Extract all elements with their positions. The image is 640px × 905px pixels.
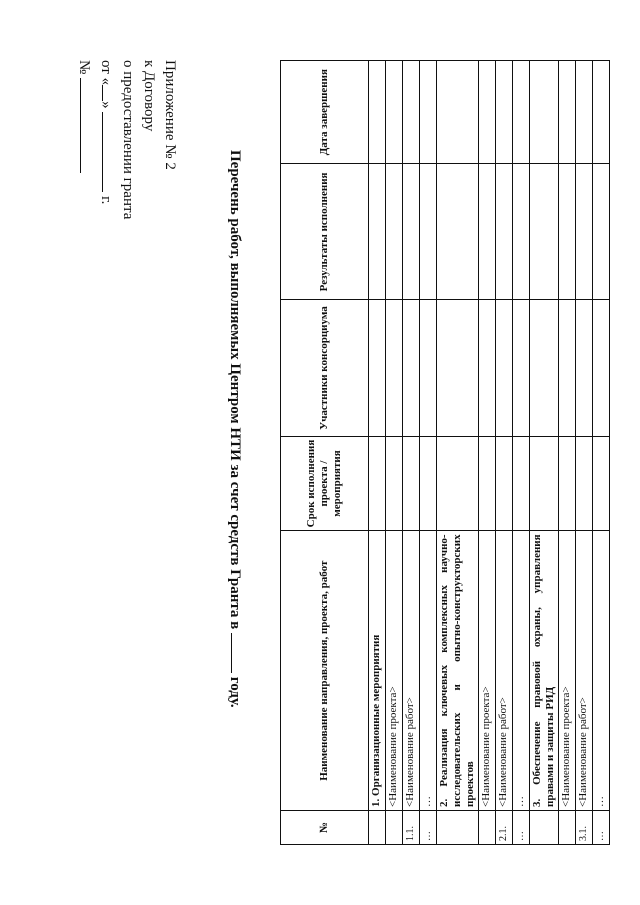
- table-row: [437, 61, 479, 845]
- row-number: 3.1.: [576, 810, 593, 844]
- empty-cell[interactable]: [386, 164, 403, 300]
- empty-cell[interactable]: [479, 300, 496, 436]
- section-title: 2. Реализация ключевых комплексных научно-исследовательских и опытно-конструкторских проектов: [437, 531, 479, 811]
- annex-header: [73, 60, 180, 219]
- row-number: [369, 810, 386, 844]
- annex-date: [95, 60, 117, 219]
- day-blank: [102, 85, 117, 101]
- table-row: [593, 61, 610, 845]
- table-row: [403, 61, 420, 845]
- empty-cell[interactable]: [437, 61, 479, 164]
- table-row: [513, 61, 530, 845]
- row-number: 2.1.: [496, 810, 513, 844]
- annex-number-line: [73, 60, 95, 219]
- row-name: <Наименование проекта>: [479, 531, 496, 811]
- row-number: [559, 810, 576, 844]
- work-table: [280, 60, 610, 845]
- header-participants: Участники консорциума: [281, 300, 369, 436]
- empty-cell[interactable]: [369, 164, 386, 300]
- header-end-date: Дата завершения: [281, 61, 369, 164]
- empty-cell[interactable]: [559, 436, 576, 531]
- number-blank: [80, 78, 95, 173]
- row-name: …: [420, 531, 437, 811]
- row-name: <Наименование работ>: [403, 531, 420, 811]
- table-row: [559, 61, 576, 845]
- annex-date-suffix: г.: [98, 196, 114, 205]
- section-title: 1. Организационные мероприятия: [369, 531, 386, 811]
- empty-cell[interactable]: [403, 300, 420, 436]
- empty-cell[interactable]: [559, 61, 576, 164]
- empty-cell[interactable]: [593, 436, 610, 531]
- annex-contract: к Договору: [141, 60, 157, 132]
- empty-cell[interactable]: [576, 436, 593, 531]
- empty-cell[interactable]: [369, 300, 386, 436]
- empty-cell[interactable]: [420, 300, 437, 436]
- table-row: [420, 61, 437, 845]
- row-name: …: [593, 531, 610, 811]
- empty-cell[interactable]: [403, 61, 420, 164]
- row-number: 1.1.: [403, 810, 420, 844]
- row-number: [530, 810, 559, 844]
- annex-number: Приложение № 2: [162, 60, 178, 170]
- row-name: …: [513, 531, 530, 811]
- table-row: [576, 61, 593, 845]
- empty-cell[interactable]: [403, 436, 420, 531]
- empty-cell[interactable]: [437, 300, 479, 436]
- table-row: [386, 61, 403, 845]
- table-row: [479, 61, 496, 845]
- empty-cell[interactable]: [479, 164, 496, 300]
- empty-cell[interactable]: [386, 61, 403, 164]
- row-number: …: [420, 810, 437, 844]
- empty-cell[interactable]: [420, 61, 437, 164]
- empty-cell[interactable]: [437, 164, 479, 300]
- row-name: <Наименование проекта>: [386, 531, 403, 811]
- empty-cell[interactable]: [530, 300, 559, 436]
- table-row: [496, 61, 513, 845]
- document-title: [226, 150, 245, 750]
- row-number: …: [513, 810, 530, 844]
- empty-cell[interactable]: [593, 61, 610, 164]
- empty-cell[interactable]: [576, 300, 593, 436]
- empty-cell[interactable]: [513, 164, 530, 300]
- annex-date-prefix: от «: [98, 60, 114, 86]
- empty-cell[interactable]: [576, 61, 593, 164]
- empty-cell[interactable]: [530, 164, 559, 300]
- header-term: Срок исполнения проекта / мероприятия: [281, 436, 369, 531]
- annex-grant: о предоставлении гранта: [120, 60, 136, 220]
- empty-cell[interactable]: [513, 436, 530, 531]
- row-number: …: [593, 810, 610, 844]
- row-number: [479, 810, 496, 844]
- empty-cell[interactable]: [420, 164, 437, 300]
- row-number: [437, 810, 479, 844]
- empty-cell[interactable]: [386, 436, 403, 531]
- empty-cell[interactable]: [496, 436, 513, 531]
- empty-cell[interactable]: [386, 300, 403, 436]
- empty-cell[interactable]: [530, 436, 559, 531]
- empty-cell[interactable]: [496, 164, 513, 300]
- row-name: <Наименование работ>: [496, 531, 513, 811]
- title-suffix: году.: [227, 676, 243, 708]
- empty-cell[interactable]: [496, 61, 513, 164]
- row-number: [386, 810, 403, 844]
- empty-cell[interactable]: [369, 436, 386, 531]
- empty-cell[interactable]: [496, 300, 513, 436]
- empty-cell[interactable]: [403, 164, 420, 300]
- empty-cell[interactable]: [530, 61, 559, 164]
- empty-cell[interactable]: [593, 164, 610, 300]
- year-blank: [231, 633, 245, 673]
- header-name: Наименование направления, проекта, работ: [281, 531, 369, 811]
- empty-cell[interactable]: [437, 436, 479, 531]
- empty-cell[interactable]: [559, 300, 576, 436]
- annex-number-sign: №: [76, 60, 92, 75]
- table-body: [369, 61, 610, 845]
- table-row: [530, 61, 559, 845]
- empty-cell[interactable]: [513, 300, 530, 436]
- empty-cell[interactable]: [479, 61, 496, 164]
- empty-cell[interactable]: [369, 61, 386, 164]
- empty-cell[interactable]: [420, 436, 437, 531]
- title-text: Перечень работ, выполняемых Центром НТИ за счет средств Гранта в: [227, 150, 243, 630]
- header-results: Результаты исполнения: [281, 164, 369, 300]
- empty-cell[interactable]: [593, 300, 610, 436]
- empty-cell[interactable]: [576, 164, 593, 300]
- empty-cell[interactable]: [479, 436, 496, 531]
- empty-cell[interactable]: [513, 61, 530, 164]
- table-row: [369, 61, 386, 845]
- header-num: №: [281, 810, 369, 844]
- row-name: <Наименование проекта>: [559, 531, 576, 811]
- annex-date-mid: »: [98, 101, 114, 109]
- row-name: <Наименование работ>: [576, 531, 593, 811]
- section-title: 3. Обеспечение правовой охраны, управления правами и защиты РИД: [530, 531, 559, 811]
- empty-cell[interactable]: [559, 164, 576, 300]
- month-blank: [102, 112, 117, 192]
